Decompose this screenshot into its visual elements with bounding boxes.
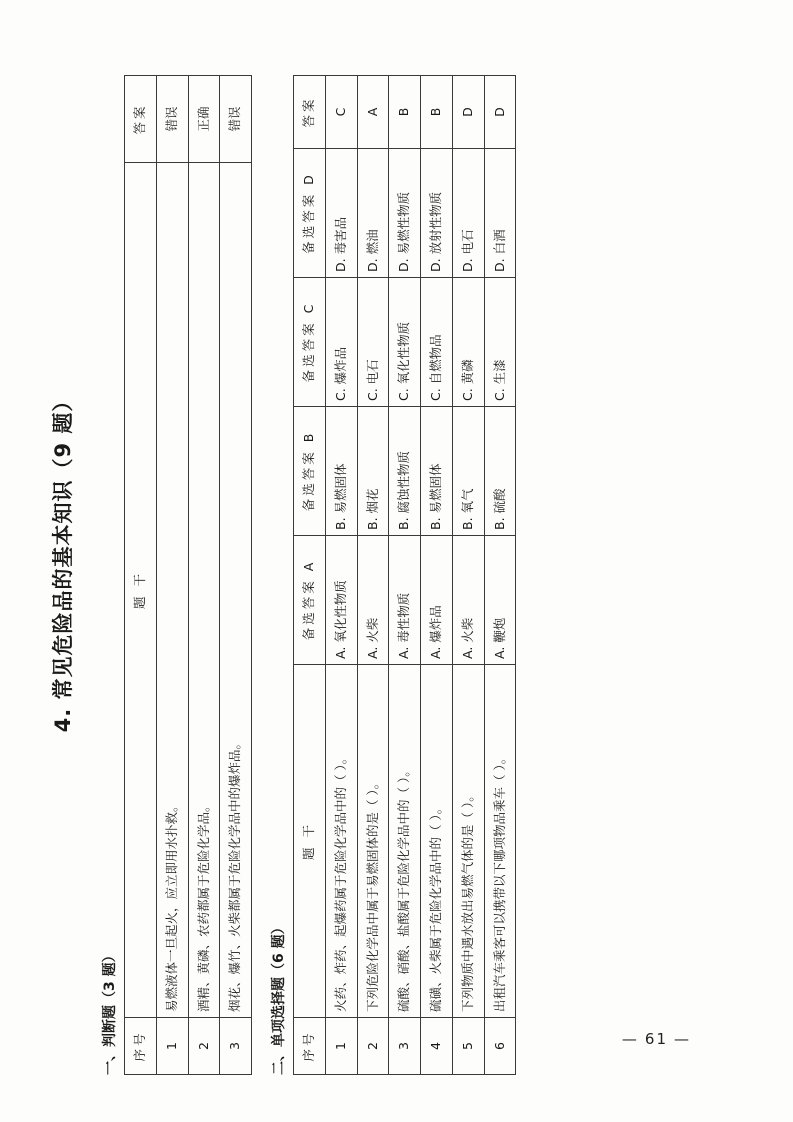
section-heading-judgement: 一、判断题（3 题）	[101, 948, 118, 1075]
table-row	[420, 76, 452, 1075]
cell-stem: 出租汽车乘客可以携带以下哪项物品乘车（ ）。	[484, 665, 516, 1018]
column-header-option-b: 备选答案 B	[293, 407, 325, 536]
cell-option-d: D. 电石	[452, 149, 484, 278]
cell-seq: 1	[156, 1018, 188, 1075]
table-header-row	[124, 76, 156, 1075]
cell-option-d: D. 燃油	[357, 149, 389, 278]
cell-option-b: B. 硫酸	[484, 407, 516, 536]
cell-seq: 3	[219, 1018, 251, 1075]
cell-option-c: C. 爆炸品	[325, 278, 357, 407]
cell-option-a: A. 氧化性物质	[325, 536, 357, 665]
cell-answer: B	[388, 76, 420, 149]
cell-option-a: A. 毒性物质	[388, 536, 420, 665]
cell-option-a: A. 火柴	[357, 536, 389, 665]
page-number-dash-right: —	[674, 1030, 691, 1048]
table-row	[484, 76, 516, 1075]
table-row	[388, 76, 420, 1075]
cell-option-a: A. 火柴	[452, 536, 484, 665]
cell-option-b: B. 易燃固体	[420, 407, 452, 536]
page-number-dash-left: —	[621, 1030, 639, 1048]
table-row	[188, 76, 220, 1075]
cell-seq: 2	[188, 1018, 220, 1075]
table-row	[357, 76, 389, 1075]
cell-seq: 4	[420, 1018, 452, 1075]
table-header-row	[293, 76, 325, 1075]
cell-stem: 易燃液体一旦起火，应立即用水扑救。	[156, 163, 188, 1018]
column-header-answer: 答案	[124, 76, 156, 163]
column-header-stem: 题 干	[293, 665, 325, 1018]
cell-option-a: A. 爆炸品	[420, 536, 452, 665]
table-row	[452, 76, 484, 1075]
cell-seq: 3	[388, 1018, 420, 1075]
cell-option-b: B. 腐蚀性物质	[388, 407, 420, 536]
page-title: 4. 常见危险品的基本知识（9 题）	[50, 389, 75, 733]
cell-stem: 硫酸、硝酸、盐酸属于危险化学品中的（ ）。	[388, 665, 420, 1018]
cell-option-c: C. 自燃物品	[420, 278, 452, 407]
cell-answer: D	[452, 76, 484, 149]
cell-stem: 火药、炸药、起爆药属于危险化学品中的（ ）。	[325, 665, 357, 1018]
cell-answer: 正确	[188, 76, 220, 163]
column-header-option-c: 备选答案 C	[293, 278, 325, 407]
cell-stem: 烟花、爆竹、火柴都属于危险化学品中的爆炸品。	[219, 163, 251, 1018]
cell-seq: 2	[357, 1018, 389, 1075]
cell-answer: 错误	[156, 76, 188, 163]
cell-seq: 5	[452, 1018, 484, 1075]
cell-answer: B	[420, 76, 452, 149]
cell-seq: 6	[484, 1018, 516, 1075]
cell-option-b: B. 烟花	[357, 407, 389, 536]
cell-option-b: B. 易燃固体	[325, 407, 357, 536]
section-heading-single-choice: 二、单项选择题（6 题）	[270, 920, 287, 1075]
single-choice-table	[293, 75, 516, 1075]
cell-answer: A	[357, 76, 389, 149]
cell-answer: 错误	[219, 76, 251, 163]
cell-option-d: D. 放射性物质	[420, 149, 452, 278]
column-header-seq: 序号	[293, 1018, 325, 1075]
column-header-answer: 答案	[293, 76, 325, 149]
column-header-seq: 序号	[124, 1018, 156, 1075]
cell-option-a: A. 鞭炮	[484, 536, 516, 665]
cell-option-c: C. 电石	[357, 278, 389, 407]
cell-option-d: D. 白酒	[484, 149, 516, 278]
cell-option-d: D. 毒害品	[325, 149, 357, 278]
column-header-option-d: 备选答案 D	[293, 149, 325, 278]
judgement-table	[124, 75, 252, 1075]
cell-answer: C	[325, 76, 357, 149]
cell-stem: 下列危险化学品中属于易燃固体的是（ ）。	[357, 665, 389, 1018]
cell-option-c: C. 黄磷	[452, 278, 484, 407]
cell-stem: 硫磺、火柴属于危险化学品中的（ ）。	[420, 665, 452, 1018]
cell-option-d: D. 易燃性物质	[388, 149, 420, 278]
cell-option-c: C. 生漆	[484, 278, 516, 407]
column-header-stem: 题 干	[124, 163, 156, 1018]
cell-option-c: C. 氧化性物质	[388, 278, 420, 407]
cell-answer: D	[484, 76, 516, 149]
page-number	[616, 1030, 697, 1048]
column-header-option-a: 备选答案 A	[293, 536, 325, 665]
rotated-content	[47, 41, 747, 1081]
cell-stem: 下列物质中遇水放出易燃气体的是（ ）。	[452, 665, 484, 1018]
page-number-value: 61	[644, 1030, 668, 1048]
table-row	[156, 76, 188, 1075]
cell-option-b: B. 氧气	[452, 407, 484, 536]
table-row	[325, 76, 357, 1075]
table-row	[219, 76, 251, 1075]
cell-stem: 酒精、黄磷、农药都属于危险化学品。	[188, 163, 220, 1018]
cell-seq: 1	[325, 1018, 357, 1075]
